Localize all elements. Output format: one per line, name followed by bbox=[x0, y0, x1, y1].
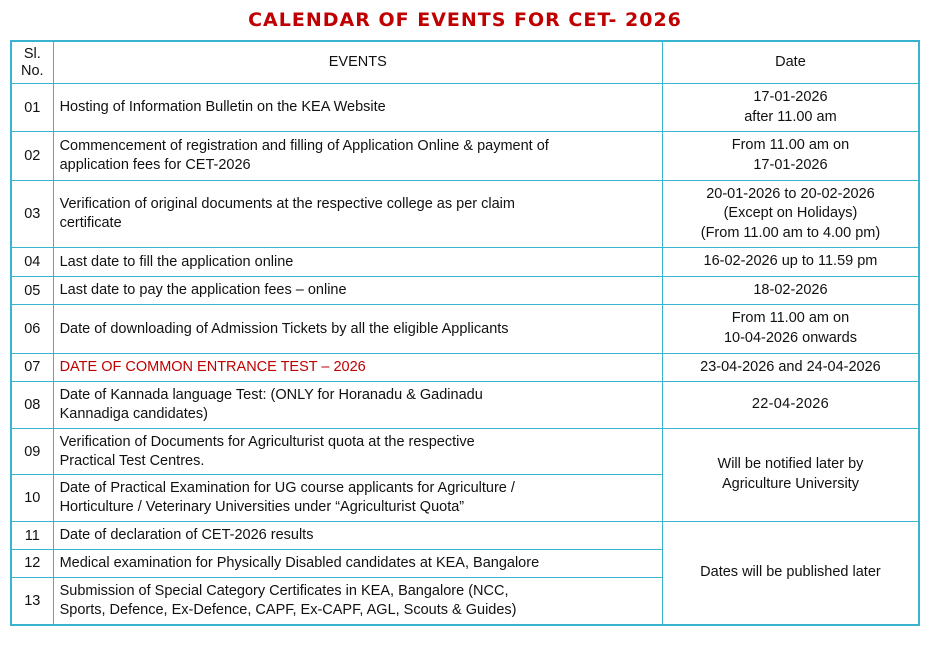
row-event bbox=[53, 577, 662, 624]
row-event-line: application fees for CET-2026 bbox=[59, 157, 251, 174]
column-header-events: EVENTS bbox=[53, 41, 662, 84]
row-event-line: Horticulture / Veterinary Universities under “Agriculturist Quota” bbox=[59, 499, 465, 516]
row-date-line: 20-01-2026 to 20-02-2026 bbox=[706, 185, 875, 202]
row-date-line: 17-01-2026 bbox=[753, 89, 828, 106]
column-header-date: Date bbox=[662, 41, 919, 84]
row-sl-no: 13 bbox=[11, 577, 53, 624]
table-row bbox=[11, 180, 919, 248]
row-event bbox=[53, 428, 662, 475]
row-event: Hosting of Information Bulletin on the KEA Website bbox=[53, 84, 662, 132]
row-event-line: Verification of original documents at the respective college as per claim bbox=[59, 196, 515, 213]
row-event-line: Practical Test Centres. bbox=[59, 452, 205, 469]
row-event: Last date to pay the application fees – online bbox=[53, 276, 662, 305]
row-sl-no: 12 bbox=[11, 550, 53, 578]
table-row bbox=[11, 84, 919, 132]
row-event: Medical examination for Physically Disabled candidates at KEA, Bangalore bbox=[53, 550, 662, 578]
row-date-merged-later: Dates will be published later bbox=[662, 522, 919, 625]
table-row bbox=[11, 428, 919, 475]
column-header-sl-line1: Sl. bbox=[23, 46, 41, 62]
row-date: 23-04-2026 and 24-04-2026 bbox=[662, 353, 919, 382]
table-row bbox=[11, 382, 919, 429]
row-sl-no: 07 bbox=[11, 353, 53, 382]
table-header bbox=[11, 41, 919, 84]
row-event: Date of declaration of CET-2026 results bbox=[53, 522, 662, 550]
row-sl-no: 01 bbox=[11, 84, 53, 132]
row-date bbox=[662, 305, 919, 353]
row-sl-no: 02 bbox=[11, 132, 53, 180]
row-date-line: (Except on Holidays) bbox=[723, 205, 858, 222]
row-date-line: From 11.00 am on bbox=[731, 310, 850, 327]
table-header-row bbox=[11, 41, 919, 84]
calendar-table bbox=[10, 40, 920, 626]
table-row bbox=[11, 353, 919, 382]
row-event: Last date to fill the application online bbox=[53, 248, 662, 277]
row-sl-no: 05 bbox=[11, 276, 53, 305]
row-date bbox=[662, 84, 919, 132]
row-event-line: Kannadiga candidates) bbox=[59, 405, 208, 422]
row-date-merged-agriculture bbox=[662, 428, 919, 521]
row-date: 22-04-2026 bbox=[662, 382, 919, 429]
row-event-line: Verification of Documents for Agriculturist quota at the respective bbox=[59, 433, 475, 450]
row-event-line: Date of Practical Examination for UG course applicants for Agriculture / bbox=[59, 480, 515, 497]
row-event-line: Date of Kannada language Test: (ONLY for Horanadu & Gadinadu bbox=[59, 387, 483, 404]
row-sl-no: 04 bbox=[11, 248, 53, 277]
row-date-line: From 11.00 am on bbox=[731, 137, 850, 154]
table-row bbox=[11, 276, 919, 305]
row-event bbox=[53, 475, 662, 522]
row-event: Date of downloading of Admission Tickets by all the eligible Applicants bbox=[53, 305, 662, 353]
row-date-line: after 11.00 am bbox=[744, 108, 837, 125]
row-event bbox=[53, 132, 662, 180]
row-sl-no: 03 bbox=[11, 180, 53, 248]
row-date-line: (From 11.00 am to 4.00 pm) bbox=[700, 224, 881, 241]
row-date: 18-02-2026 bbox=[662, 276, 919, 305]
row-event bbox=[53, 180, 662, 248]
table-row bbox=[11, 305, 919, 353]
table-body bbox=[11, 84, 919, 625]
row-date bbox=[662, 180, 919, 248]
row-sl-no: 09 bbox=[11, 428, 53, 475]
column-header-sl-no bbox=[11, 41, 53, 84]
row-event-line: certificate bbox=[59, 214, 122, 231]
row-sl-no: 11 bbox=[11, 522, 53, 550]
row-event bbox=[53, 382, 662, 429]
row-event-line: Commencement of registration and filling of Application Online & payment of bbox=[59, 138, 549, 155]
row-sl-no: 06 bbox=[11, 305, 53, 353]
row-date bbox=[662, 132, 919, 180]
row-sl-no: 10 bbox=[11, 475, 53, 522]
row-date: 16-02-2026 up to 11.59 pm bbox=[662, 248, 919, 277]
merged-date-line: Agriculture University bbox=[721, 475, 859, 492]
row-sl-no: 08 bbox=[11, 382, 53, 429]
column-header-sl-line2: No. bbox=[21, 62, 44, 79]
merged-date-line: Will be notified later by bbox=[717, 456, 864, 473]
table-row bbox=[11, 522, 919, 550]
table-row bbox=[11, 248, 919, 277]
row-date-line: 17-01-2026 bbox=[753, 157, 828, 174]
page-title: CALENDAR OF EVENTS FOR CET- 2026 bbox=[248, 9, 682, 31]
row-date-line: 10-04-2026 onwards bbox=[723, 329, 857, 346]
row-event-line: Submission of Special Category Certificates in KEA, Bangalore (NCC, bbox=[59, 582, 509, 599]
table-row bbox=[11, 132, 919, 180]
row-event-line: Sports, Defence, Ex-Defence, CAPF, Ex-CAPF, AGL, Scouts & Guides) bbox=[59, 601, 517, 618]
row-event-highlighted: DATE OF COMMON ENTRANCE TEST – 2026 bbox=[53, 353, 662, 382]
